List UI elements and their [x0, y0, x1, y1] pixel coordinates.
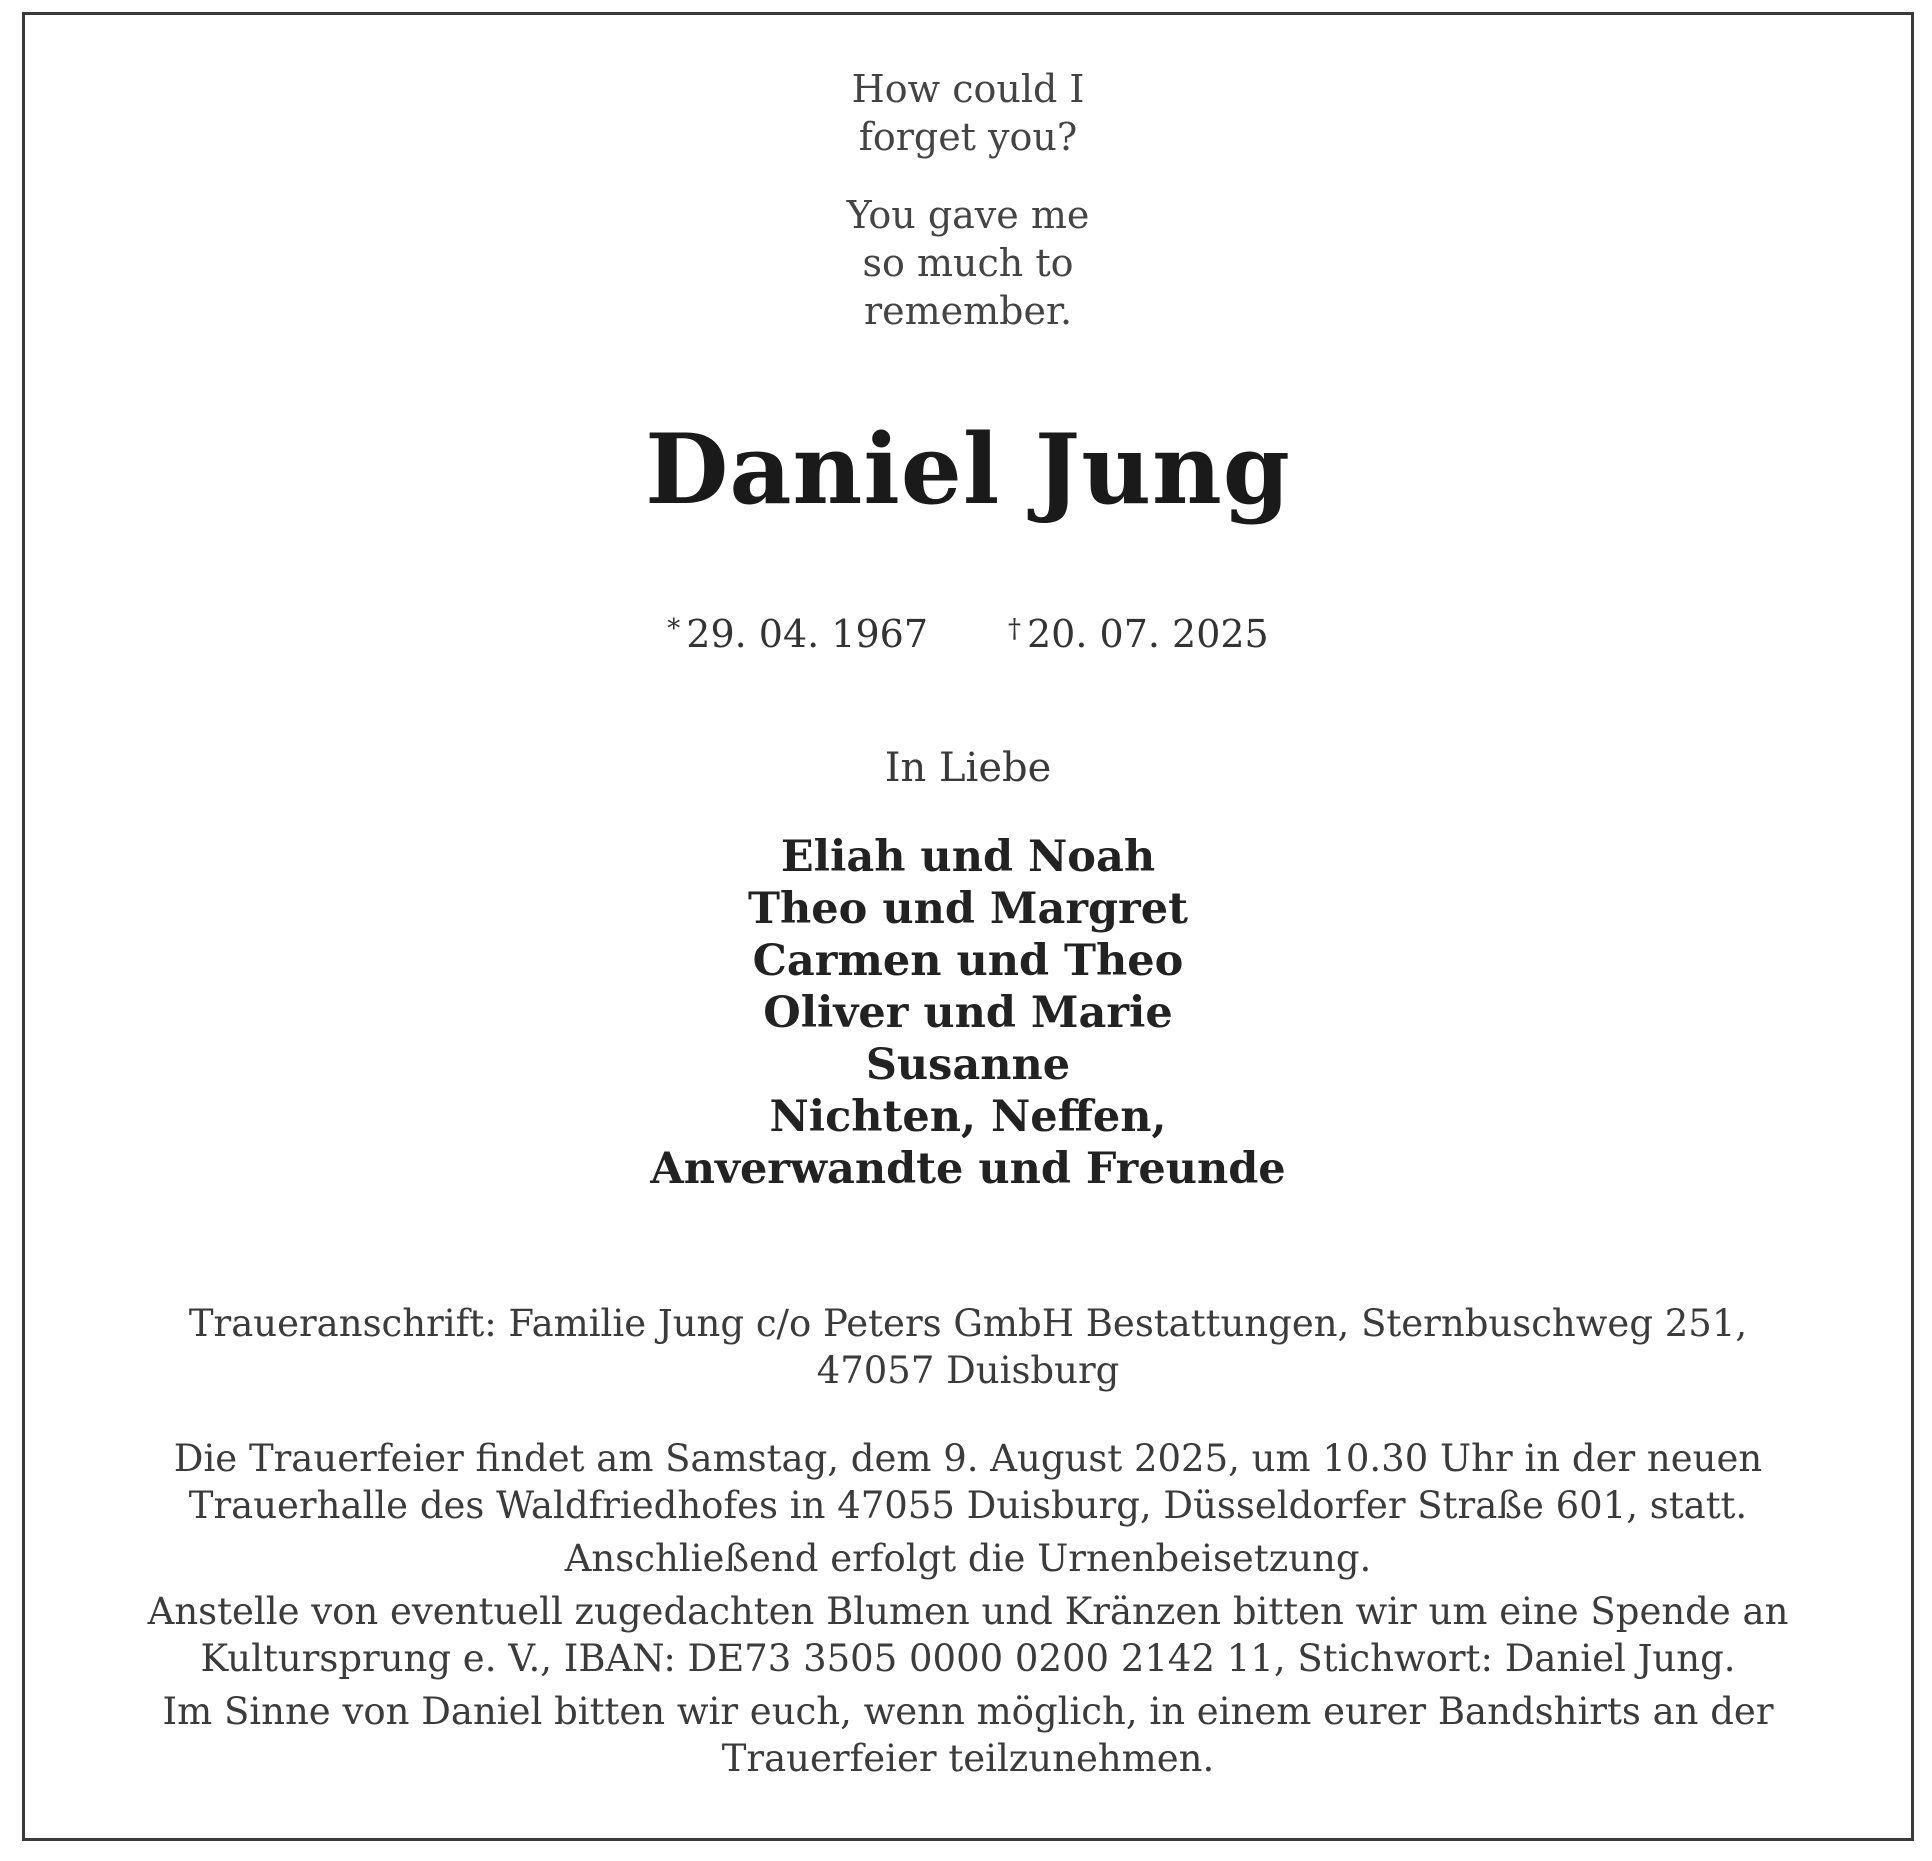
mourning-address	[25, 1300, 1911, 1394]
quote-stanza-1	[25, 65, 1911, 161]
quote-line: remember.	[863, 289, 1073, 333]
mourner-line: Anverwandte und Freunde	[650, 1144, 1286, 1194]
obituary-frame	[22, 12, 1914, 1841]
quote-line: so much to	[862, 241, 1074, 285]
dress-line: Trauerfeier teilzunehmen.	[721, 1737, 1215, 1780]
donation-line: Kultursprung e. V., IBAN: DE73 3505 0000 0200 2142 11, Stichwort: Daniel Jung.	[200, 1637, 1736, 1680]
ceremony-line: Trauerhalle des Waldfriedhofes in 47055 Duisburg, Düsseldorfer Straße 601, statt.	[188, 1484, 1748, 1527]
quote-stanza-2	[25, 191, 1911, 335]
mourner-line: Susanne	[865, 1040, 1071, 1090]
mourner-line: Eliah und Noah	[780, 832, 1156, 882]
life-dates	[25, 605, 1911, 658]
burial-line: Anschließend erfolgt die Urnenbeisetzung.	[564, 1537, 1372, 1580]
mourner-line: Oliver und Marie	[763, 988, 1173, 1038]
deceased-name: Daniel Jung	[645, 413, 1291, 526]
ceremony-info	[25, 1435, 1911, 1782]
in-liebe: In Liebe	[884, 745, 1052, 791]
quote-line: You gave me	[846, 193, 1090, 237]
mourner-line: Nichten, Neffen,	[769, 1092, 1167, 1142]
address-line: 47057 Duisburg	[816, 1349, 1120, 1392]
death-date	[1008, 605, 1269, 658]
address-line: Traueranschrift: Familie Jung c/o Peters GmbH Bestattungen, Sternbuschweg 251,	[188, 1302, 1748, 1345]
birth-date-value: 29. 04. 1967	[686, 612, 928, 656]
mourner-line: Carmen und Theo	[752, 936, 1184, 986]
death-symbol: †	[1008, 614, 1021, 644]
birth-date	[667, 605, 928, 658]
dress-line: Im Sinne von Daniel bitten wir euch, wenn möglich, in einem eurer Bandshirts an der	[162, 1690, 1774, 1733]
quote-line: How could I	[851, 67, 1085, 111]
ceremony-line: Die Trauerfeier findet am Samstag, dem 9. August 2025, um 10.30 Uhr in der neuen	[173, 1437, 1763, 1480]
mourners-list	[25, 831, 1911, 1195]
donation-line: Anstelle von eventuell zugedachten Blumen und Kränzen bitten wir um eine Spende an	[147, 1590, 1789, 1633]
birth-symbol: *	[667, 614, 681, 644]
death-date-value: 20. 07. 2025	[1027, 612, 1269, 656]
mourner-line: Theo und Margret	[748, 884, 1188, 934]
quote-line: forget you?	[858, 115, 1078, 159]
